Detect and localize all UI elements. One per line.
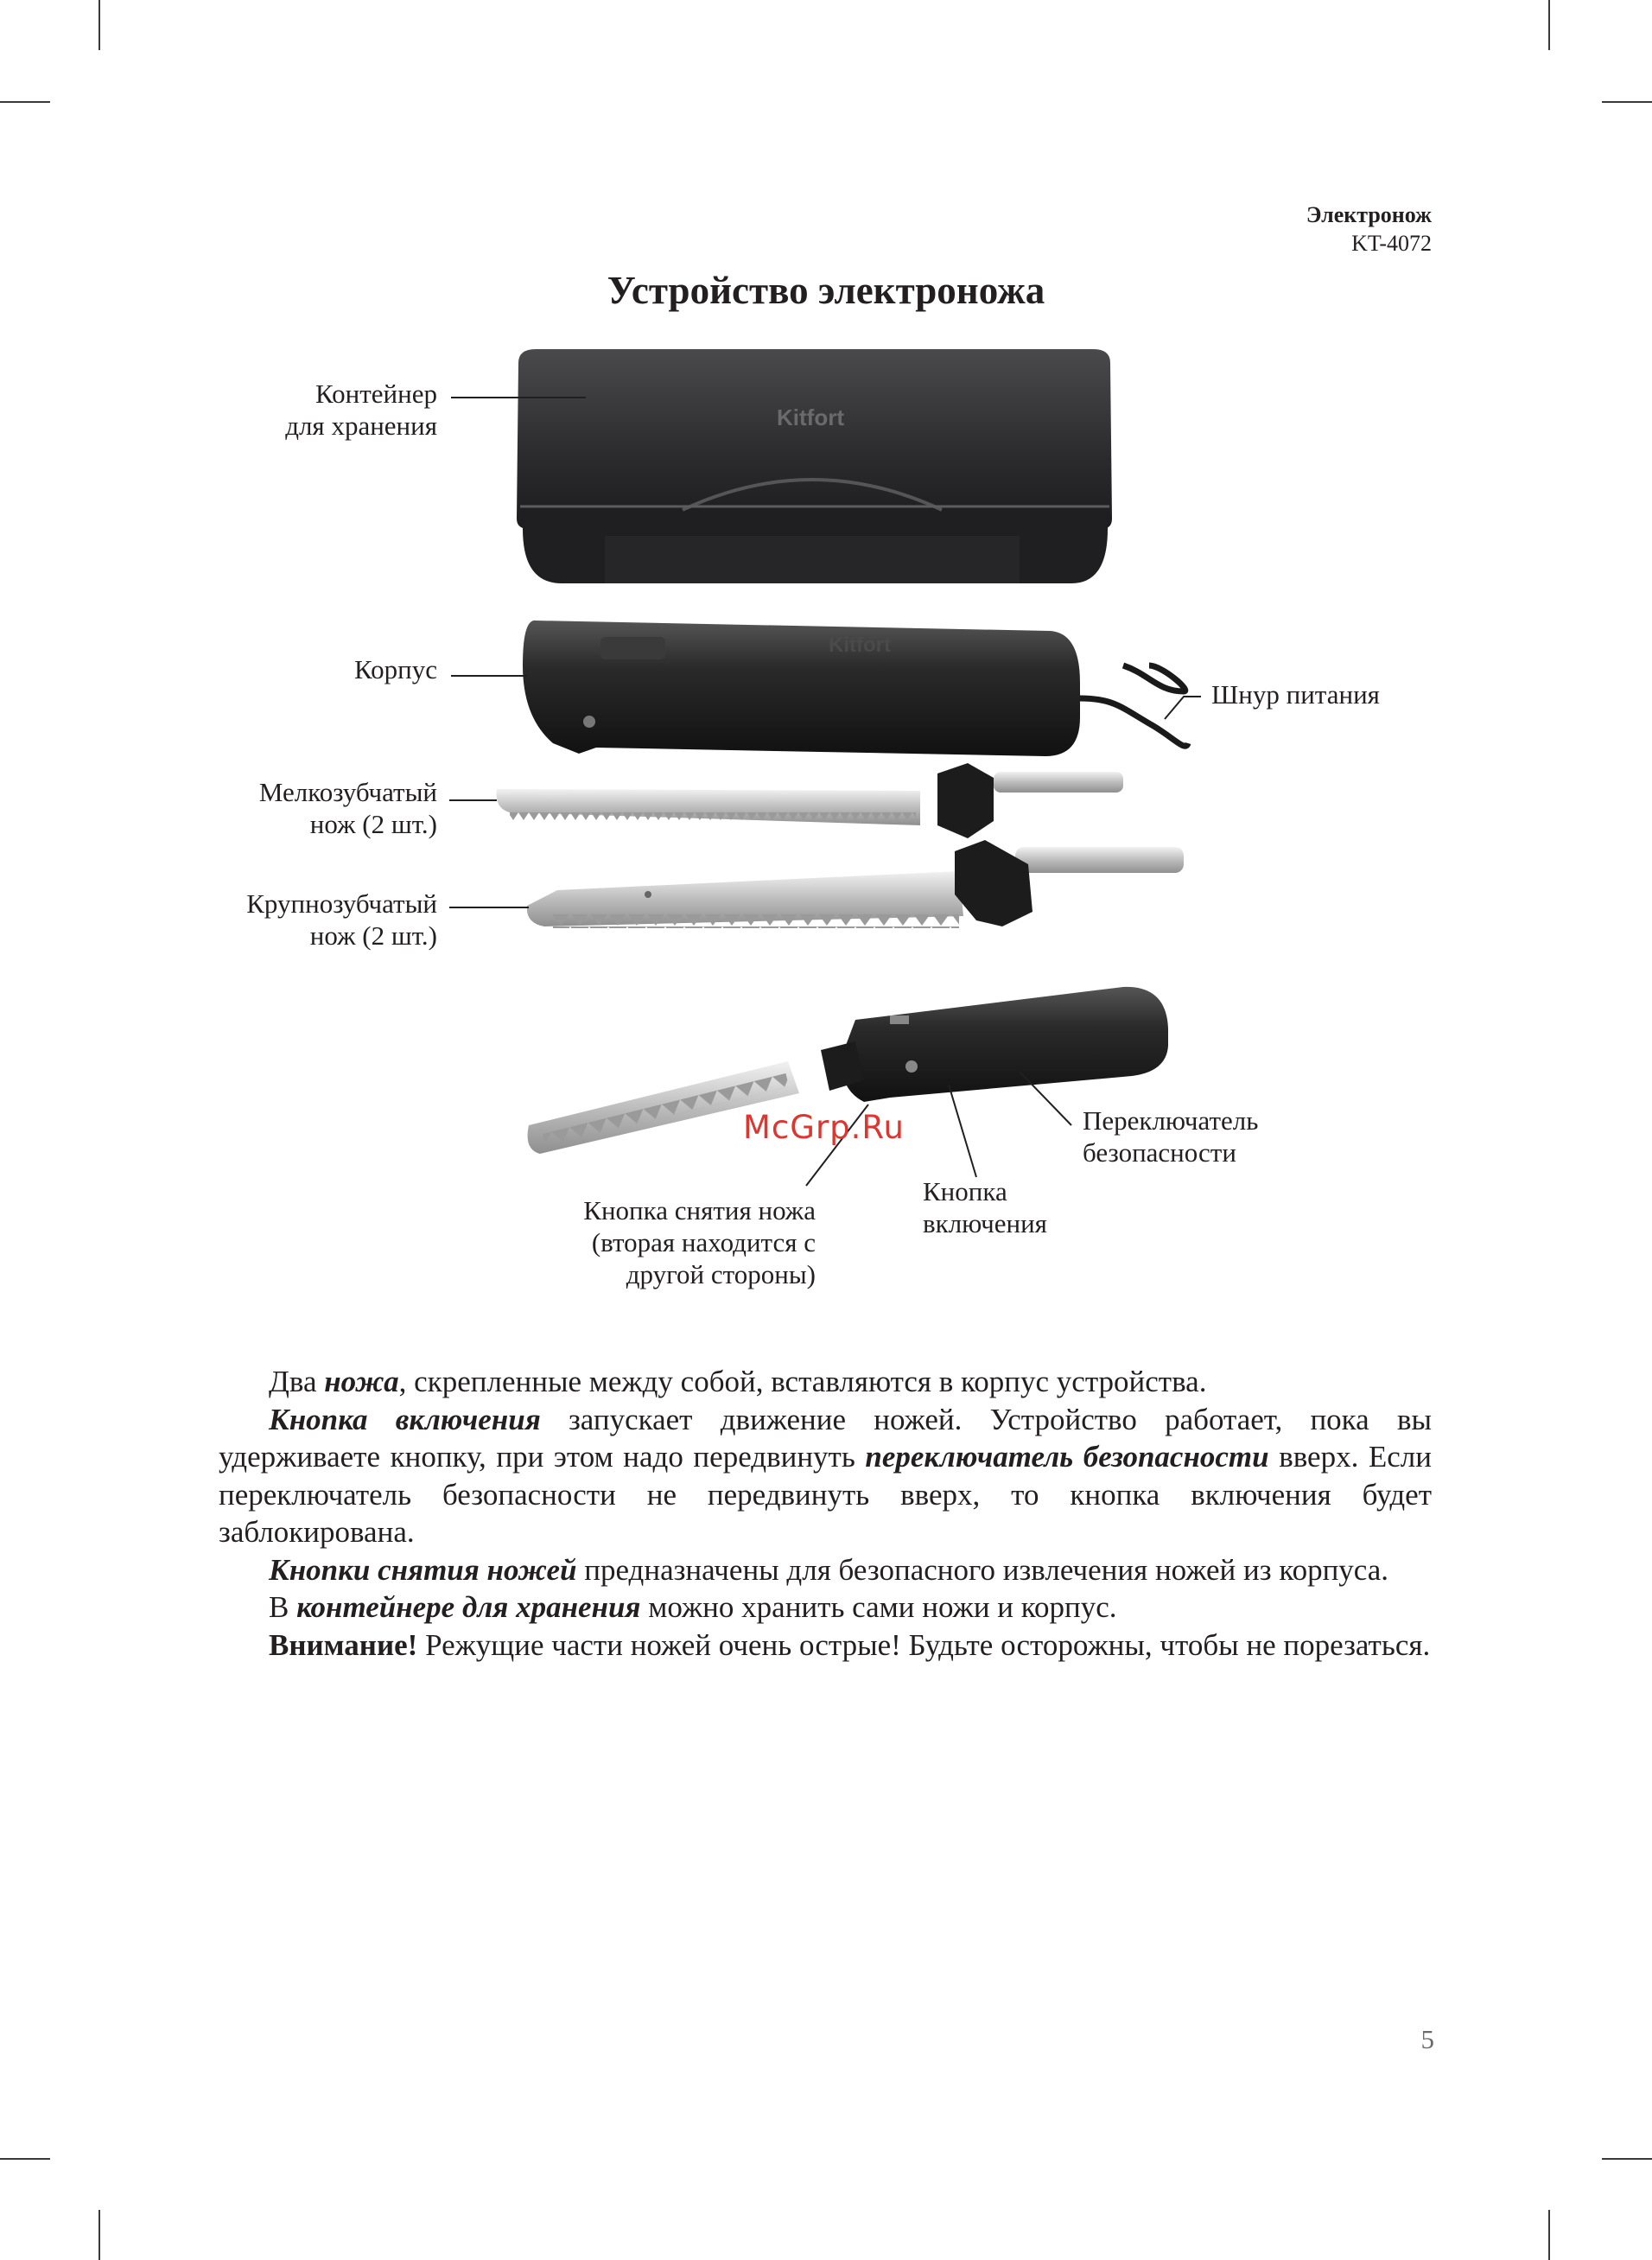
p2-text-d: вверх. Если переключатель безопасности не передвинуть вверх, то кнопка включения будет заблокирована. (219, 1440, 1432, 1549)
container-logo: Kitfort (777, 404, 844, 430)
paragraph-2 (219, 1401, 1432, 1551)
label-storage-container-line1: Контейнер (315, 379, 437, 409)
p2-emphasis-c: переключатель безопасности (865, 1440, 1269, 1474)
crop-mark-left-bottom (0, 2158, 50, 2160)
label-storage-container (285, 378, 437, 442)
crop-mark-right-bottom (1602, 2158, 1652, 2160)
fine-blade-illustration (497, 763, 1123, 838)
p4-text-c: можно хранить сами ножи и корпус. (640, 1590, 1117, 1624)
label-blade-release-line3: другой стороны) (626, 1259, 816, 1289)
paragraph-4 (219, 1588, 1432, 1627)
label-power-cord-text: Шнур питания (1211, 679, 1380, 710)
label-fine-blade-line2: нож (2 шт.) (309, 809, 437, 839)
storage-container (517, 349, 1112, 583)
description-text (219, 1363, 1432, 1664)
p1-emphasis: ножа (324, 1365, 399, 1398)
p5-warning: Внимание! (269, 1627, 418, 1662)
label-blade-release-line1: Кнопка снятия ножа (583, 1195, 816, 1225)
label-blade-release-line2: (вторая находится с (591, 1227, 816, 1257)
page-number: 5 (1420, 2024, 1434, 2054)
paragraph-1 (219, 1363, 1432, 1401)
label-fine-blade (259, 776, 437, 840)
crop-mark-bottom-left (98, 2210, 100, 2260)
p1-text-c: , скрепленные между собой, вставляются в корпус устройства. (398, 1365, 1207, 1398)
label-coarse-blade-line2: нож (2 шт.) (309, 920, 437, 951)
label-power-button (923, 1175, 1047, 1239)
knife-body (523, 621, 1188, 756)
label-body (354, 653, 437, 685)
page-title: Устройство электроножа (607, 269, 1045, 312)
label-coarse-blade (246, 888, 437, 952)
label-fine-blade-line1: Мелкозубчатый (258, 777, 437, 807)
crop-mark-bottom-right (1548, 2210, 1550, 2260)
p2-text-b: запускает движение ножей. Устройство работает, пока вы удерживаете кнопку, при этом надо передвинуть (219, 1402, 1432, 1474)
header-model: KT-4072 (1351, 231, 1432, 256)
label-blade-release-button (583, 1194, 816, 1290)
body-logo: Kitfort (829, 633, 891, 657)
label-safety-switch-line2: безопасности (1083, 1137, 1236, 1168)
label-body-text: Корпус (354, 654, 437, 684)
label-storage-container-line2: для хранения (285, 411, 437, 441)
p4-text-a: В (269, 1590, 297, 1624)
p3-emphasis: Кнопки снятия ножей (269, 1552, 577, 1587)
label-coarse-blade-line1: Крупнозубчатый (246, 888, 437, 919)
p1-text-a: Два (269, 1365, 325, 1398)
p4-emphasis: контейнере для хранения (296, 1590, 641, 1624)
label-power-button-line2: включения (923, 1208, 1047, 1238)
p3-text-b: предназначены для безопасного извлечения ножей из корпуса. (576, 1552, 1389, 1587)
label-safety-switch (1083, 1105, 1258, 1168)
header-product: Электронож (1306, 202, 1432, 227)
p5-text-b: Режущие части ножей очень острые! Будьте осторожны, чтобы не порезаться. (417, 1627, 1431, 1662)
coarse-blade-illustration (527, 840, 1184, 928)
label-power-cord (1211, 678, 1380, 710)
paragraph-3 (219, 1551, 1432, 1589)
label-power-button-line1: Кнопка (923, 1176, 1007, 1206)
paragraph-5 (219, 1627, 1432, 1665)
p2-emphasis-a: Кнопка включения (269, 1402, 541, 1436)
label-safety-switch-line1: Переключатель (1083, 1105, 1259, 1136)
watermark: McGrp.Ru (743, 1109, 905, 1146)
